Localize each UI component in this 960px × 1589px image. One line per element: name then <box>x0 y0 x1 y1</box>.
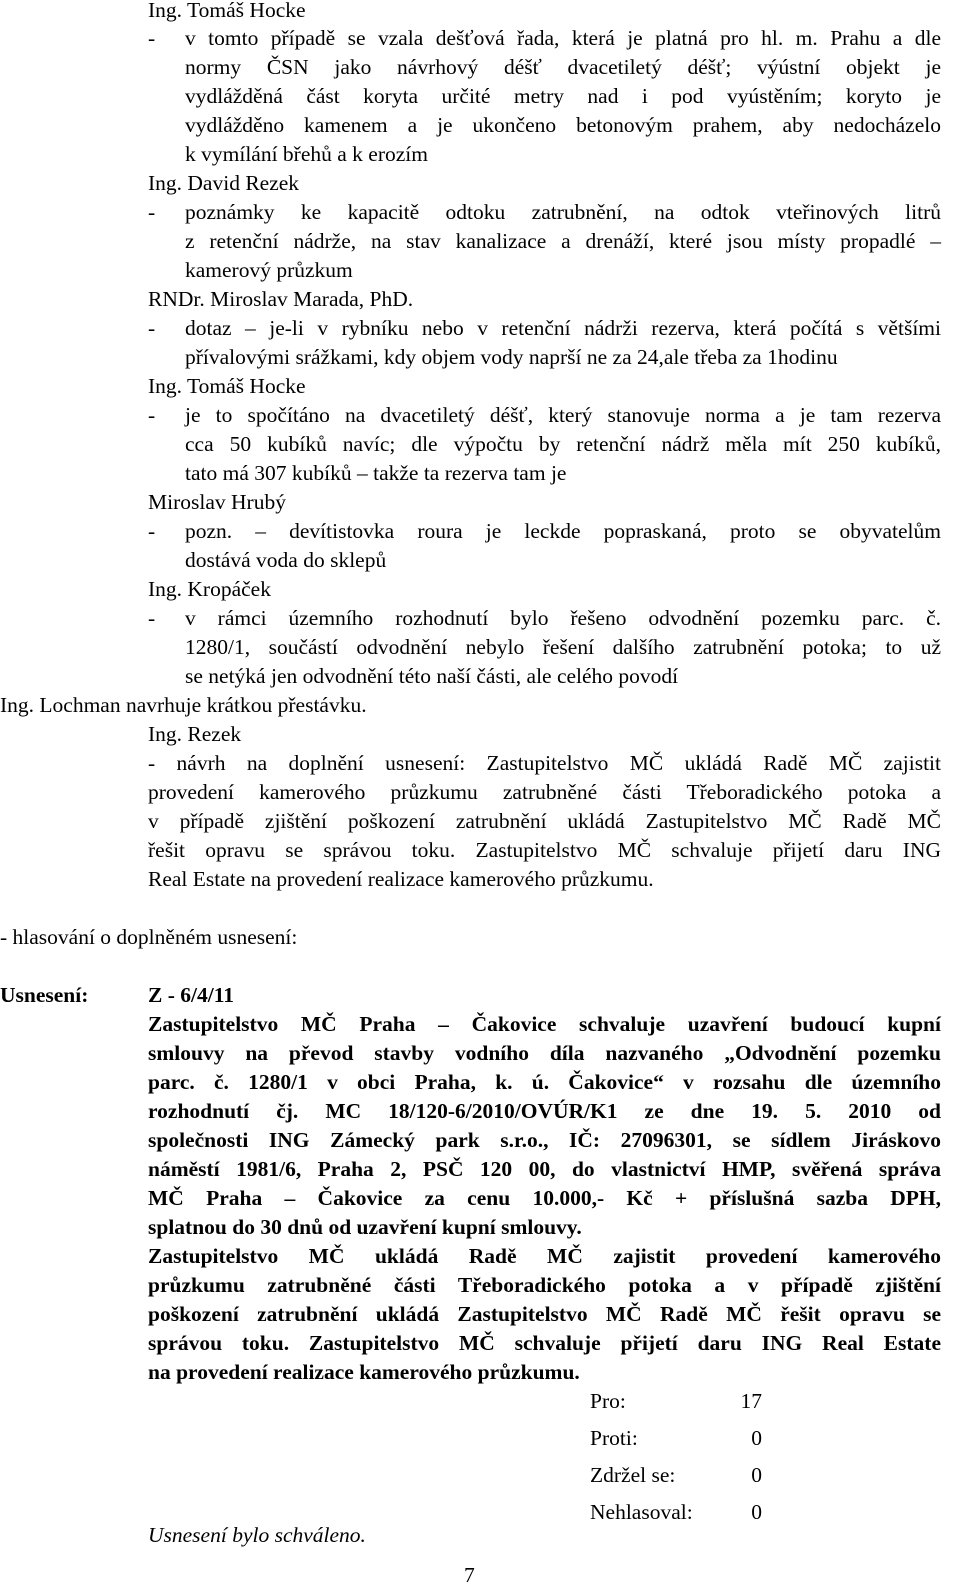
vote-value-proti: 0 <box>751 1426 762 1450</box>
bullet-dash: - <box>148 200 156 224</box>
speaker-name: Ing. David Rezek <box>148 171 300 195</box>
resolution-line: splatnou do 30 dnů od uzavření kupní smlouvy. <box>148 1215 582 1239</box>
vote-label-proti: Proti: <box>590 1426 638 1450</box>
paragraph-line: v rámci územního rozhodnutí bylo řešeno odvodnění pozemku parc. č. <box>185 606 941 630</box>
vote-value-zdrzel: 0 <box>751 1463 762 1487</box>
paragraph-line: Real Estate na provedení realizace kamerového průzkumu. <box>148 867 654 891</box>
speaker-name: Ing. Kropáček <box>148 577 271 601</box>
bullet-dash: - <box>148 519 156 543</box>
resolution-line: Zastupitelstvo MČ ukládá Radě MČ zajistit provedení kamerového <box>148 1244 941 1268</box>
bullet-dash: - <box>148 403 156 427</box>
paragraph-line: dotaz – je-li v rybníku nebo v retenční nádrži rezerva, která počítá s většími <box>185 316 941 340</box>
paragraph-line: 1280/1, součástí odvodnění nebylo řešení dalšího zatrubnění potoka; to už <box>185 635 941 659</box>
resolution-line: správou toku. Zastupitelstvo MČ schvaluje přijetí daru ING Real Estate <box>148 1331 941 1355</box>
voting-heading: - hlasování o doplněném usnesení: <box>0 925 298 949</box>
vote-label-zdrzel: Zdržel se: <box>590 1463 676 1487</box>
paragraph-line: kamerový průzkum <box>185 258 353 282</box>
paragraph-line: se netýká jen odvodnění této naší části, ale celého povodí <box>185 664 679 688</box>
bullet-dash: - <box>148 606 156 630</box>
bullet-dash: - <box>148 316 156 340</box>
lochman-note: Ing. Lochman navrhuje krátkou přestávku. <box>0 693 367 717</box>
resolution-line: rozhodnutí čj. MC 18/120-6/2010/OVÚR/K1 ze dne 19. 5. 2010 od <box>148 1099 941 1123</box>
paragraph-line: je to spočítáno na dvacetiletý déšť, který stanovuje norma a je tam rezerva <box>185 403 941 427</box>
page-number: 7 <box>464 1563 475 1587</box>
paragraph-line: provedení kamerového průzkumu zatrubněné části Třeboradického potoka a <box>148 780 941 804</box>
resolution-line: náměstí 1981/6, Praha 2, PSČ 120 00, do vlastnictví HMP, svěřená správa <box>148 1157 941 1181</box>
resolution-line: smlouvy na převod stavby vodního díla nazvaného „Odvodnění pozemku <box>148 1041 941 1065</box>
paragraph-line: přívalovými srážkami, kdy objem vody naprší ne za 24,ale třeba za 1hodinu <box>185 345 838 369</box>
paragraph-line: cca 50 kubíků navíc; dle výpočtu by retenční nádrž měla mít 250 kubíků, <box>185 432 941 456</box>
paragraph-line: poznámky ke kapacitě odtoku zatrubnění, na odtok vteřinových litrů <box>185 200 941 224</box>
paragraph-line: vydlážděno kamenem a je ukončeno betonovým prahem, aby nedocházelo <box>185 113 941 137</box>
resolution-label: Usnesení: <box>0 983 89 1007</box>
speaker-name: Ing. Tomáš Hocke <box>148 374 306 398</box>
resolution-line: MČ Praha – Čakovice za cenu 10.000,- Kč + příslušná sazba DPH, <box>148 1186 941 1210</box>
vote-value-nehlasoval: 0 <box>751 1500 762 1524</box>
vote-value-pro: 17 <box>740 1389 762 1413</box>
vote-label-nehlasoval: Nehlasoval: <box>590 1500 693 1524</box>
resolution-line: průzkumu zatrubněné části Třeboradického potoka a v případě zjištění <box>148 1273 941 1297</box>
resolution-number: Z - 6/4/11 <box>148 983 235 1007</box>
paragraph-line: normy ČSN jako návrhový déšť dvacetiletý déšť; výústní objekt je <box>185 55 941 79</box>
bullet-dash: - <box>148 26 156 50</box>
resolution-line: parc. č. 1280/1 v obci Praha, k. ú. Čakovice“ v rozsahu dle územního <box>148 1070 941 1094</box>
resolution-result: Usnesení bylo schváleno. <box>148 1523 366 1547</box>
paragraph-line: pozn. – devítistovka roura je leckde popraskaná, proto se obyvatelům <box>185 519 941 543</box>
speaker-name: RNDr. Miroslav Marada, PhD. <box>148 287 414 311</box>
resolution-line: na provedení realizace kamerového průzkumu. <box>148 1360 580 1384</box>
paragraph-line: k vymílání břehů a k erozím <box>185 142 428 166</box>
paragraph-line: tato má 307 kubíků – takže ta rezerva tam je <box>185 461 567 485</box>
speaker-name: Ing. Tomáš Hocke <box>148 0 306 22</box>
speaker-name: Ing. Rezek <box>148 722 242 746</box>
paragraph-line: řešit opravu se správou toku. Zastupitelstvo MČ schvaluje přijetí daru ING <box>148 838 941 862</box>
paragraph-line: v tomto případě se vzala dešťová řada, která je platná pro hl. m. Prahu a dle <box>185 26 941 50</box>
vote-label-pro: Pro: <box>590 1389 626 1413</box>
paragraph-line: v případě zjištění poškození zatrubnění ukládá Zastupitelstvo MČ Radě MČ <box>148 809 941 833</box>
paragraph-line: vydlážděná část koryta určité metry nad i pod vyústěním; koryto je <box>185 84 941 108</box>
paragraph-line: - návrh na doplnění usnesení: Zastupitelstvo MČ ukládá Radě MČ zajistit <box>148 751 941 775</box>
resolution-line: poškození zatrubnění ukládá Zastupitelstvo MČ Radě MČ řešit opravu se <box>148 1302 941 1326</box>
speaker-name: Miroslav Hrubý <box>148 490 286 514</box>
resolution-line: společnosti ING Zámecký park s.r.o., IČ: 27096301, se sídlem Jiráskovo <box>148 1128 941 1152</box>
paragraph-line: z retenční nádrže, na stav kanalizace a drenáží, které jsou místy propadlé – <box>185 229 941 253</box>
paragraph-line: dostává voda do sklepů <box>185 548 387 572</box>
resolution-line: Zastupitelstvo MČ Praha – Čakovice schvaluje uzavření budoucí kupní <box>148 1012 941 1036</box>
